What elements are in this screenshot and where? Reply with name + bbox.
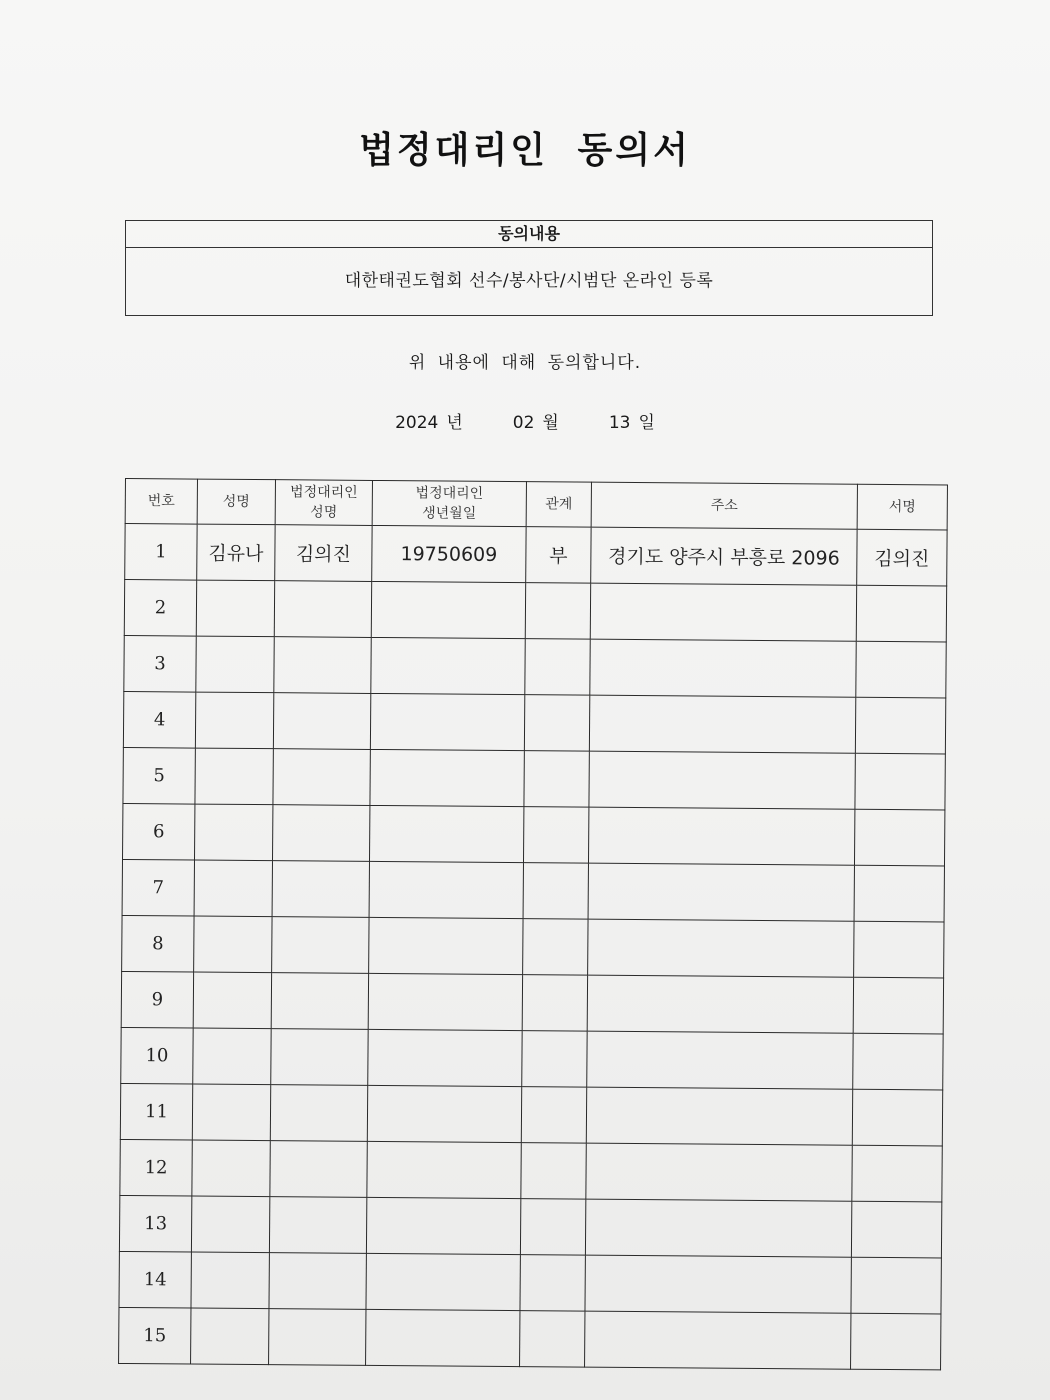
cell-number: 15 — [119, 1307, 191, 1364]
consent-header: 동의내용 — [126, 221, 932, 248]
cell-guardian-name — [272, 917, 369, 974]
cell-guardian-name — [269, 1309, 366, 1366]
cell-guardian-name — [272, 861, 369, 918]
cell-signature — [854, 921, 944, 978]
cell-number: 10 — [121, 1027, 193, 1084]
table-row — [122, 859, 944, 921]
consent-content: 대한태권도협회 선수/봉사단/시범단 온라인 등록 — [344, 271, 714, 291]
cell-number: 12 — [120, 1139, 192, 1196]
cell-name — [195, 804, 273, 861]
cell-guardian-birthdate — [370, 693, 524, 750]
cell-name: 김유나 — [197, 524, 275, 581]
cell-guardian-birthdate — [368, 1029, 522, 1086]
cell-number: 2 — [124, 580, 196, 637]
header-guardian-name: 법정대리인 성명 — [275, 480, 372, 526]
cell-name — [196, 636, 274, 693]
cell-number: 9 — [121, 971, 193, 1028]
cell-name — [192, 1140, 270, 1197]
table-row — [125, 524, 947, 586]
guardian-consent-table — [118, 478, 948, 1370]
cell-signature — [852, 1089, 942, 1146]
cell-number: 1 — [125, 524, 197, 581]
cell-address — [586, 1087, 852, 1145]
cell-address — [590, 639, 856, 697]
cell-guardian-birthdate — [371, 581, 525, 638]
cell-relation — [521, 1143, 586, 1200]
cell-address: 경기도 양주시 부흥로 2096 — [591, 527, 857, 585]
cell-name — [194, 860, 272, 917]
table-row — [124, 635, 946, 697]
cell-address — [590, 583, 856, 641]
cell-address — [587, 1031, 853, 1089]
cell-name — [193, 1028, 271, 1085]
cell-address — [589, 751, 855, 809]
header-guardian-birthdate: 법정대리인 생년월일 — [372, 480, 526, 526]
cell-guardian-name — [269, 1253, 366, 1310]
cell-signature — [851, 1257, 941, 1314]
cell-relation — [523, 863, 588, 920]
cell-number: 11 — [120, 1083, 192, 1140]
cell-number: 3 — [124, 635, 196, 692]
cell-guardian-birthdate — [368, 973, 522, 1030]
cell-relation — [521, 1087, 586, 1144]
cell-guardian-birthdate — [366, 1197, 520, 1254]
table-row — [119, 1251, 941, 1313]
cell-relation — [523, 919, 588, 976]
cell-name — [196, 580, 274, 637]
date-month-unit: 월 — [542, 413, 559, 433]
document-title: 법정대리인 동의서 — [359, 129, 691, 171]
cell-guardian-name — [274, 581, 371, 638]
cell-address — [588, 919, 854, 977]
cell-relation — [522, 1031, 587, 1088]
table-row — [123, 691, 945, 753]
cell-number: 4 — [123, 691, 195, 748]
date-month: 02 — [512, 413, 535, 433]
date-day: 13 — [608, 413, 631, 433]
table-row — [120, 1139, 942, 1201]
cell-guardian-birthdate — [366, 1309, 520, 1366]
date-year: 2024 — [395, 413, 439, 433]
cell-guardian-birthdate — [367, 1085, 521, 1142]
cell-relation — [522, 975, 587, 1032]
cell-number: 14 — [119, 1251, 191, 1308]
header-signature: 서명 — [857, 484, 947, 530]
cell-guardian-birthdate — [370, 749, 524, 806]
cell-address — [587, 975, 853, 1033]
table-body — [119, 524, 948, 1370]
cell-guardian-name — [269, 1197, 366, 1254]
cell-number: 7 — [122, 859, 194, 916]
cell-guardian-birthdate — [369, 861, 523, 918]
cell-guardian-birthdate — [369, 805, 523, 862]
agreement-statement: 위 내용에 대해 동의합니다. — [408, 353, 642, 373]
table-row — [121, 971, 943, 1033]
table-row — [119, 1307, 941, 1369]
cell-address — [586, 1143, 852, 1201]
cell-number: 8 — [122, 915, 194, 972]
cell-name — [192, 1084, 270, 1141]
cell-relation — [524, 695, 589, 752]
cell-signature — [852, 1145, 942, 1202]
cell-signature — [854, 865, 944, 922]
cell-address — [585, 1311, 851, 1369]
cell-guardian-birthdate — [367, 1141, 521, 1198]
cell-relation — [523, 807, 588, 864]
cell-address — [588, 863, 854, 921]
cell-name — [195, 748, 273, 805]
header-name: 성명 — [197, 479, 275, 525]
date-line — [0, 408, 1050, 433]
cell-number: 13 — [119, 1195, 191, 1252]
cell-address — [585, 1199, 851, 1257]
cell-guardian-name — [270, 1141, 367, 1198]
cell-relation — [525, 639, 590, 696]
cell-relation — [525, 583, 590, 640]
cell-signature — [854, 809, 944, 866]
cell-signature — [851, 1313, 941, 1370]
date-year-unit: 년 — [446, 413, 463, 433]
cell-guardian-name: 김의진 — [275, 525, 372, 582]
header-number: 번호 — [125, 479, 197, 525]
header-relation: 관계 — [526, 482, 591, 528]
cell-guardian-name — [271, 973, 368, 1030]
cell-signature — [856, 585, 946, 642]
cell-signature: 김의진 — [857, 529, 947, 586]
cell-number: 5 — [123, 747, 195, 804]
cell-name — [195, 692, 273, 749]
cell-signature — [855, 753, 945, 810]
cell-guardian-name — [273, 693, 370, 750]
table-row — [122, 915, 944, 977]
table-row — [121, 1027, 943, 1089]
cell-relation — [520, 1311, 585, 1368]
cell-guardian-birthdate: 19750609 — [372, 525, 526, 582]
cell-name — [194, 916, 272, 973]
date-day-unit: 일 — [638, 413, 655, 433]
cell-guardian-birthdate — [371, 637, 525, 694]
cell-guardian-name — [271, 1029, 368, 1086]
cell-signature — [856, 641, 946, 698]
table-header-row — [125, 479, 947, 530]
cell-guardian-name — [274, 637, 371, 694]
cell-guardian-name — [272, 805, 369, 862]
cell-guardian-name — [270, 1085, 367, 1142]
cell-name — [191, 1196, 269, 1253]
header-address: 주소 — [591, 482, 857, 529]
table-row — [124, 580, 946, 642]
table-row — [120, 1083, 942, 1145]
cell-signature — [855, 697, 945, 754]
cell-address — [589, 695, 855, 753]
cell-signature — [853, 977, 943, 1034]
cell-name — [191, 1252, 269, 1309]
cell-guardian-name — [273, 749, 370, 806]
consent-content-box — [125, 220, 933, 316]
cell-signature — [853, 1033, 943, 1090]
cell-relation: 부 — [526, 527, 591, 584]
table-row — [123, 747, 945, 809]
table-row — [123, 803, 945, 865]
cell-address — [588, 807, 854, 865]
cell-name — [193, 972, 271, 1029]
cell-name — [191, 1308, 269, 1365]
cell-address — [585, 1255, 851, 1313]
cell-guardian-birthdate — [369, 917, 523, 974]
cell-signature — [851, 1201, 941, 1258]
cell-relation — [520, 1199, 585, 1256]
cell-relation — [520, 1255, 585, 1312]
cell-number: 6 — [123, 803, 195, 860]
cell-relation — [524, 751, 589, 808]
table-row — [119, 1195, 941, 1257]
cell-guardian-birthdate — [366, 1253, 520, 1310]
